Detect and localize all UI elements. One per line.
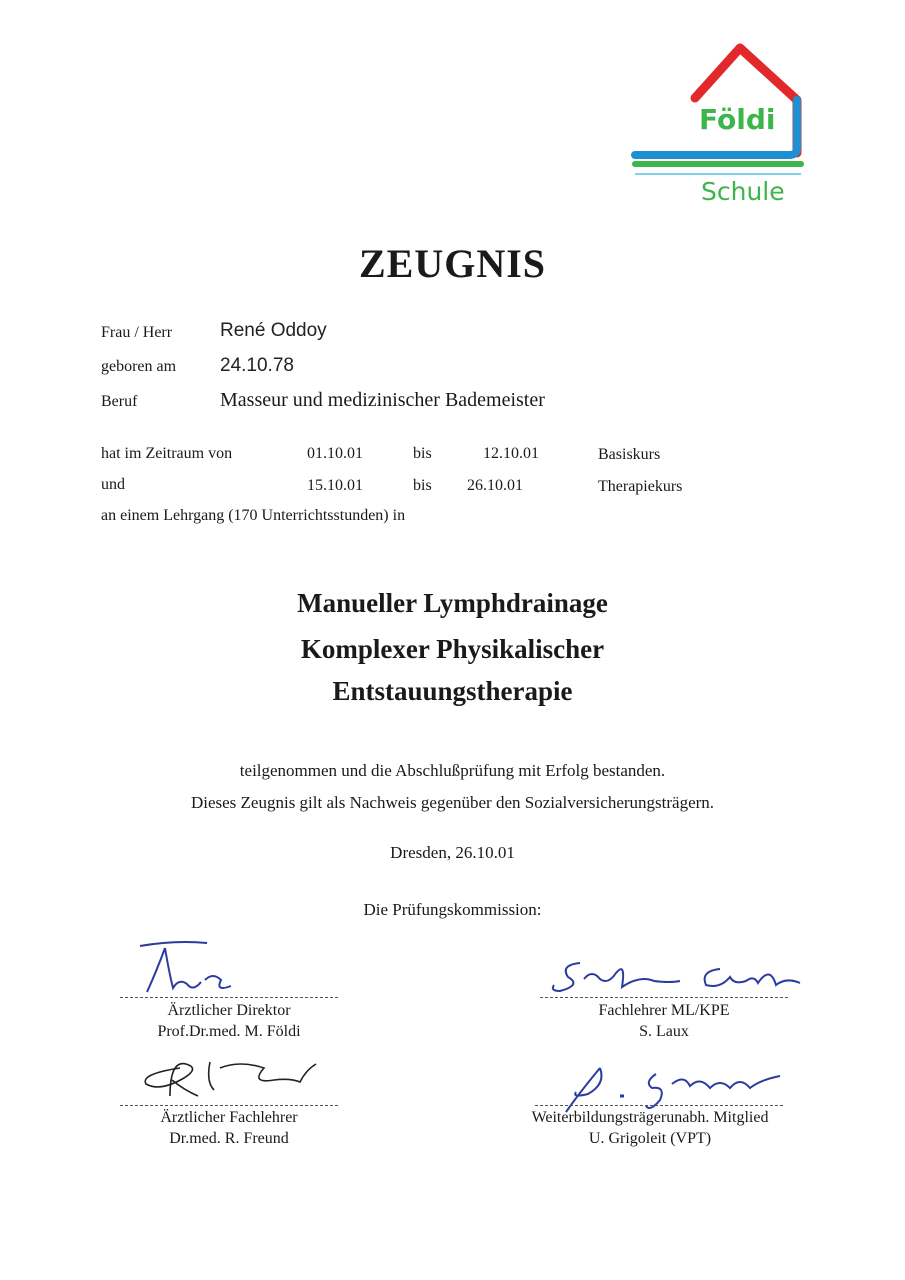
teacher-role: Fachlehrer ML/KPE (598, 1002, 730, 1019)
member-role: Weiterbildungsträgerunabh. Mitglied (531, 1109, 769, 1126)
subject-line-1: Manueller Lymphdrainage (297, 588, 608, 618)
logo-name: Földi (699, 103, 776, 136)
director-signature-line (120, 997, 338, 998)
document-title: ZEUGNIS (358, 241, 547, 286)
course-row-1-bis: bis (413, 445, 432, 462)
teacher-signature-line (540, 997, 788, 998)
salutation-label: Frau / Herr (101, 324, 173, 341)
logo-subtitle: Schule (701, 177, 785, 206)
course-row-2-type: Therapiekurs (598, 478, 683, 495)
course-row-2-bis: bis (413, 477, 432, 494)
teacher-name: S. Laux (639, 1023, 689, 1040)
medical-teacher-role: Ärztlicher Fachlehrer (160, 1109, 298, 1126)
director-name: Prof.Dr.med. M. Földi (157, 1023, 301, 1040)
director-signature-icon (135, 940, 245, 1000)
note-text: Dieses Zeugnis gilt als Nachweis gegenüber den Sozialversicherungsträgern. (190, 793, 715, 812)
teacher-signature-icon (550, 955, 820, 1000)
member-name: U. Grigoleit (VPT) (588, 1130, 712, 1147)
course-row-1-from: 01.10.01 (307, 445, 363, 462)
job-value: Masseur und medizinischer Bademeister (220, 389, 545, 411)
director-role: Ärztlicher Direktor (167, 1002, 291, 1019)
course-row-2-from: 15.10.01 (307, 477, 363, 494)
medical-teacher-signature-icon (140, 1050, 340, 1110)
birth-date: 24.10.78 (220, 355, 294, 376)
course-row-1-type: Basiskurs (598, 446, 661, 463)
course-row-2-lead: und (101, 476, 125, 493)
born-label: geboren am (101, 358, 177, 375)
member-signature-line (535, 1105, 783, 1106)
medical-teacher-name: Dr.med. R. Freund (169, 1130, 289, 1147)
course-row-2-to: 26.10.01 (467, 477, 523, 494)
place-date: Dresden, 26.10.01 (390, 843, 515, 862)
course-row-1-lead: hat im Zeitraum von (101, 445, 233, 462)
person-name: René Oddoy (220, 320, 327, 341)
medical-teacher-signature-line (120, 1105, 338, 1106)
lehrgang-text: an einem Lehrgang (170 Unterrichtsstunden) in (101, 507, 406, 524)
subject-line-3: Entstauungstherapie (332, 676, 573, 706)
job-label: Beruf (101, 393, 138, 410)
committee-label: Die Prüfungskommission: (363, 900, 542, 919)
foeldi-schule-logo (625, 40, 810, 215)
result-text: teilgenommen und die Abschlußprüfung mit Erfolg bestanden. (239, 761, 666, 780)
subject-line-2: Komplexer Physikalischer (300, 634, 605, 664)
course-row-1-to: 12.10.01 (483, 445, 539, 462)
